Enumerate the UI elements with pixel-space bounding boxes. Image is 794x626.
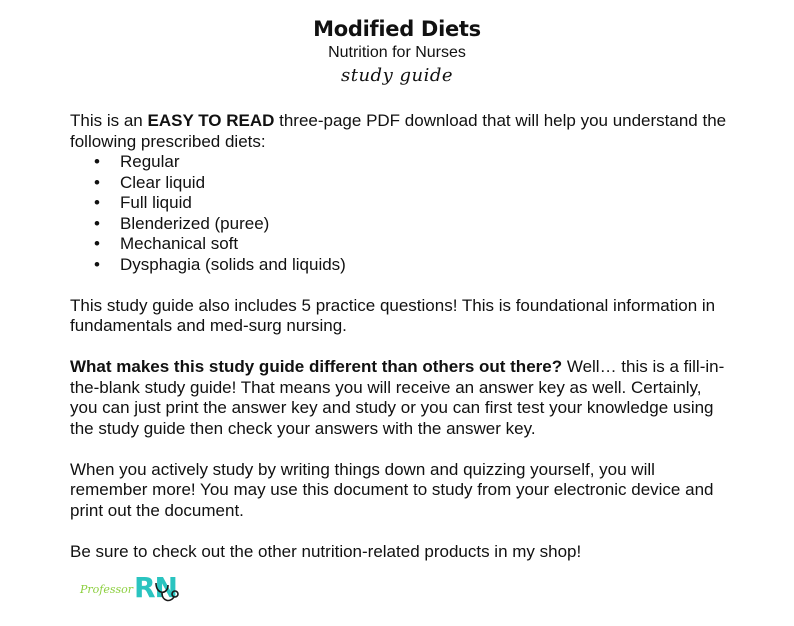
professor-rn-logo — [80, 571, 200, 611]
document-body — [70, 111, 730, 562]
document-header — [0, 16, 794, 87]
different-text: Well… this is a fill-in-the-blank study guide! That means you will receive an answer key as well. Certainly, you can just print the answer key and study or you can first test your knowledge using the study guide then check your answers with the answer key. — [70, 357, 725, 438]
spacer — [70, 521, 730, 542]
intro-paragraph — [70, 111, 730, 152]
diet-item: • Dysphagia (solids and liquids) — [70, 255, 730, 276]
diet-item: • Regular — [70, 152, 730, 173]
diet-item: • Mechanical soft — [70, 234, 730, 255]
spacer — [70, 337, 730, 358]
different-heading: What makes this study guide different than others out there? — [70, 357, 563, 376]
intro-emphasis: EASY TO READ — [147, 111, 275, 130]
shop-paragraph: Be sure to check out the other nutrition-related products in my shop! — [70, 541, 582, 561]
intro-text-before: This is an — [70, 111, 148, 130]
stethoscope-icon — [152, 581, 182, 607]
intro-text-after: three-page PDF download that will help you understand the following prescribed diets: — [70, 111, 727, 151]
document-subtitle: Nutrition for Nurses — [328, 44, 466, 61]
study-guide-label: study guide — [340, 65, 454, 86]
diet-list — [70, 152, 730, 275]
spacer — [70, 275, 730, 296]
active-study-paragraph: When you actively study by writing things down and quizzing yourself, you will remember more! You may use this document to study from your electronic device and print out the document. — [70, 459, 714, 520]
spacer — [70, 439, 730, 460]
diet-item: • Blenderized (puree) — [70, 214, 730, 235]
practice-paragraph: This study guide also includes 5 practice questions! This is foundational information in fundamentals and med-surg nursing. — [70, 295, 716, 335]
document-title: Modified Diets — [313, 17, 481, 41]
diet-item: • Full liquid — [70, 193, 730, 214]
different-paragraph — [70, 357, 730, 439]
logo-prefix: Professor — [80, 583, 134, 596]
diet-item: • Clear liquid — [70, 173, 730, 194]
logo-initials: RN — [134, 571, 177, 604]
